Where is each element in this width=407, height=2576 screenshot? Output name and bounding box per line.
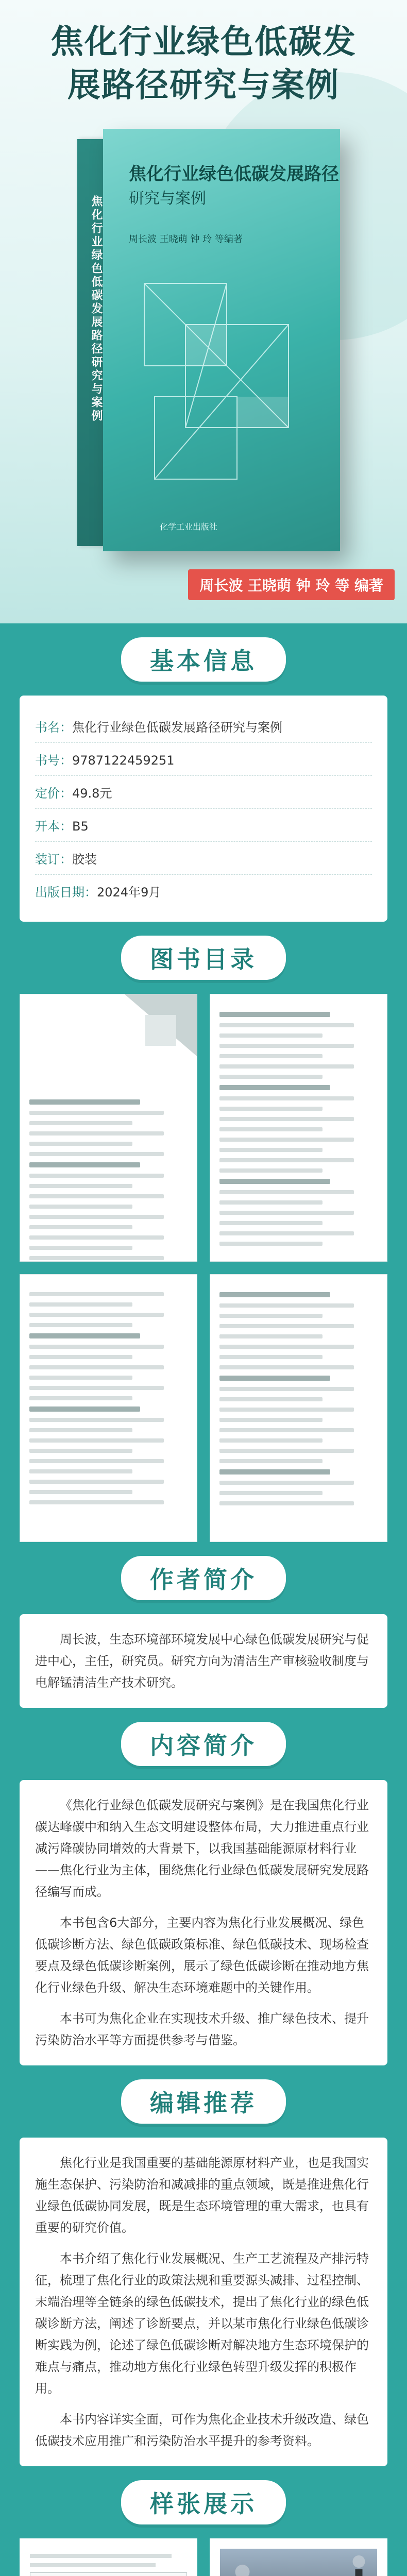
sample-chart-image [30, 2572, 187, 2576]
hero-title [0, 21, 407, 107]
toc-page-image [20, 1274, 197, 1542]
samples-heading: 样张展示 [121, 2480, 286, 2524]
info-row-isbn [35, 743, 372, 776]
toc-page-image [210, 994, 387, 1262]
toc-section [0, 922, 407, 1542]
basic-info-heading: 基本信息 [121, 637, 286, 682]
info-row-title [35, 710, 372, 743]
hero-title-line2: 展路径研究与案例 [67, 66, 340, 105]
toc-page-image [210, 1274, 387, 1542]
samples-grid [20, 2538, 387, 2576]
editor-rec-card [20, 2138, 387, 2466]
book-cover-publisher: 化学工业出版社 [160, 522, 218, 532]
info-label: 定价： [35, 786, 72, 801]
sample-page-image [210, 2538, 387, 2576]
info-row-date [35, 875, 372, 907]
info-row-price [35, 776, 372, 809]
content-intro-card [20, 1780, 387, 2065]
spine-text: 焦化行业绿色低碳发展路径研究与案例 [90, 195, 103, 423]
basic-info-section [0, 623, 407, 922]
hero-title-line1: 焦化行业绿色低碳发 [50, 23, 357, 61]
author-line: 周长波 王晓萌 钟 玲 等 编著 [188, 569, 395, 600]
book-cover [103, 129, 340, 551]
editor-rec-section [0, 2065, 407, 2466]
toc-heading: 图书目录 [121, 936, 286, 980]
book-spine [77, 139, 104, 546]
sample-factory-photo [220, 2549, 377, 2576]
info-row-format [35, 809, 372, 842]
info-value: 2024年9月 [97, 885, 161, 900]
basic-info-card [20, 696, 387, 922]
book-cover-title: 焦化行业绿色低碳发展路径 [129, 164, 339, 184]
author-intro-card [20, 1614, 387, 1708]
author-intro-heading: 作者简介 [121, 1556, 286, 1600]
book-cover-subtitle: 研究与案例 [129, 190, 206, 208]
editor-rec-paragraph: 本书内容详实全面，可作为焦化企业技术升级改造、绿色低碳技术应用推广和污染防治水平提升的参考资料。 [35, 2412, 369, 2448]
info-value: 9787122459251 [72, 753, 175, 768]
info-label: 开本： [35, 819, 72, 834]
cover-geometric-pattern [124, 263, 319, 500]
toc-grid [20, 994, 387, 1542]
info-label: 出版日期： [35, 885, 97, 900]
author-intro-section [0, 1542, 407, 1708]
info-label: 书名： [35, 720, 72, 735]
sample-line-chart-icon [30, 2573, 186, 2576]
info-value: B5 [72, 819, 89, 834]
content-intro-section [0, 1708, 407, 2065]
hero-banner [0, 0, 407, 623]
info-value: 49.8元 [72, 786, 112, 801]
samples-header [20, 2466, 387, 2538]
toc-page-image [20, 994, 197, 1262]
basic-info-header [20, 623, 387, 696]
sample-page-image [20, 2538, 197, 2576]
content-intro-header [20, 1708, 387, 1780]
editor-rec-paragraph: 本书介绍了焦化行业发展概况、生产工艺流程及产排污特征，梳理了焦化行业的政策法规和重要源头减排、过程控制、末端治理等全链条的绿色低碳技术，提出了焦化行业的绿色低碳诊断方法，阐述了诊断要点，并以某市焦化行业绿色低碳诊断实践为例，论述了绿色低碳诊断对解决地方生态环境保护的难点与痛点，推动地方焦化行业绿色转型升级发挥的积极作用。 [35, 2251, 369, 2396]
info-label: 书号： [35, 753, 72, 768]
info-value: 焦化行业绿色低碳发展路径研究与案例 [72, 720, 282, 735]
toc-header [20, 922, 387, 994]
info-label: 装订： [35, 852, 72, 867]
samples-section [0, 2466, 407, 2576]
content-intro-paragraph: 本书可为焦化企业在实现技术升级、推广绿色技术、提升污染防治水平等方面提供参考与借鉴。 [35, 2011, 369, 2047]
info-value: 胶装 [72, 852, 97, 867]
info-row-binding [35, 842, 372, 875]
author-intro-header [20, 1542, 387, 1614]
editor-rec-header [20, 2065, 387, 2138]
toc-geometric-icon [94, 994, 197, 1077]
author-bar [0, 567, 407, 603]
content-intro-heading: 内容简介 [121, 1722, 286, 1766]
author-intro-text: 周长波，生态环境部环境发展中心绿色低碳发展研究与促进中心，主任，研究员。研究方向为清洁生产审核验收制度与电解锰清洁生产技术研究。 [35, 1632, 369, 1690]
editor-rec-heading: 编辑推荐 [121, 2079, 286, 2124]
content-intro-paragraph: 本书包含6大部分，主要内容为焦化行业发展概况、绿色低碳诊断方法、绿色低碳政策标准、绿色低碳技术、现场检查要点及绿色低碳诊断案例，展示了绿色低碳诊断在推动地方焦化行业绿色升级、解决生态环境难题中的关键作用。 [35, 1916, 369, 1995]
factory-icon [220, 2549, 377, 2576]
editor-rec-paragraph: 焦化行业是我国重要的基础能源原材料产业，也是我国实施生态保护、污染防治和减减排的重点领域，既是推进焦化行业绿色低碳协同发展，既是生态环境管理的重大需求，也具有重要的研究价值。 [35, 2156, 369, 2235]
book-cover-authors: 周长波 王晓萌 钟 玲 等编著 [129, 234, 243, 245]
content-intro-paragraph: 《焦化行业绿色低碳发展研究与案例》是在我国焦化行业碳达峰碳中和纳入生态文明建设整体布局，大力推进重点行业减污降碳协同增效的大背景下，以我国基础能源原材料行业——焦化行业为主体，围绕焦化行业绿色低碳发展研究发展路径编写而成。 [35, 1798, 369, 1899]
